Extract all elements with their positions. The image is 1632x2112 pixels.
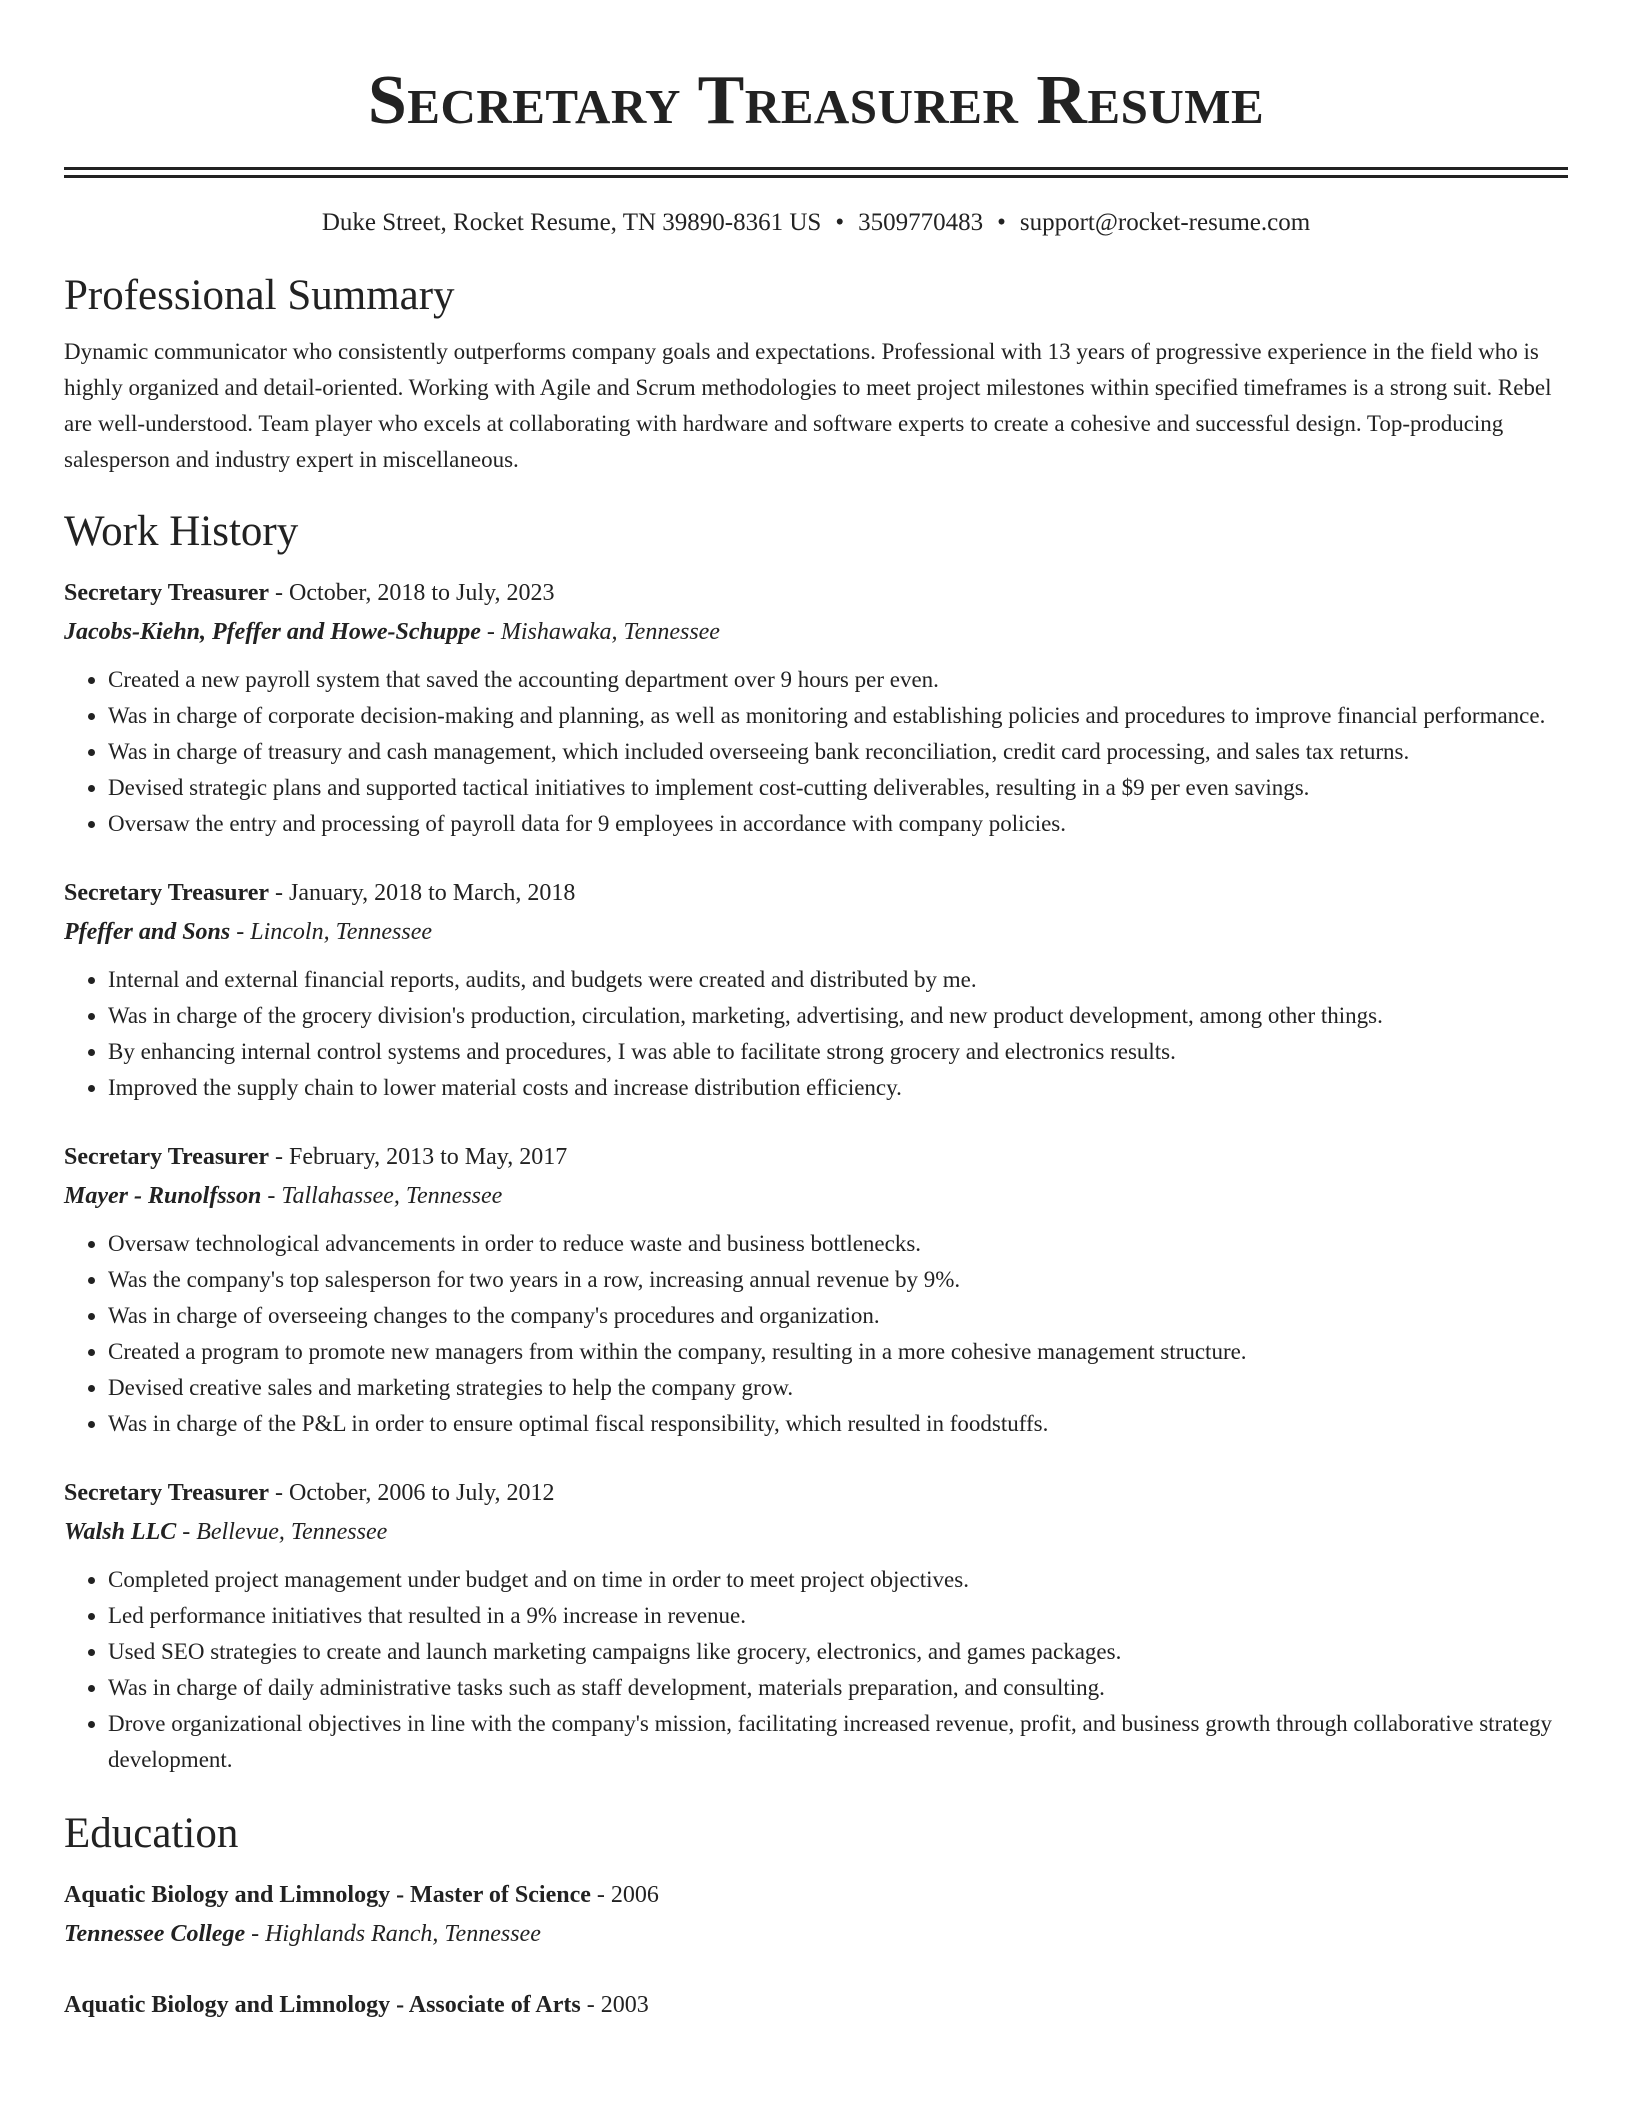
job-dates: - January, 2018 to March, 2018 (269, 880, 576, 906)
job-bullet: • By enhancing internal control systems and procedures, I was able to facilitate strong grocery and electronics results. (108, 1034, 1568, 1070)
job-bullet: • Led performance initiatives that resulted in a 9% increase in revenue. (108, 1598, 1568, 1634)
education-location: - Highlands Ranch, Tennessee (245, 1921, 541, 1947)
job-bullet: • Internal and external financial reports, audits, and budgets were created and distributed by me. (108, 962, 1568, 998)
job-bullet: • Drove organizational objectives in line with the company's mission, facilitating increased revenue, profit, and business growth through collaborative strategy development. (108, 1706, 1568, 1778)
job-title: Secretary Treasurer (64, 1144, 270, 1170)
job-bullet: • Created a program to promote new managers from within the company, resulting in a more cohesive management structure. (108, 1334, 1568, 1370)
education-heading: Education (64, 1810, 239, 1857)
job-bullet: • Was in charge of the P&L in order to ensure optimal fiscal responsibility, which resulted in foodstuffs. (108, 1406, 1568, 1442)
job-bullet: • Devised creative sales and marketing strategies to help the company grow. (108, 1370, 1568, 1406)
contact-separator: • (997, 209, 1006, 236)
job-entry (64, 574, 1568, 842)
job-header (64, 874, 1568, 912)
job-bullets (64, 1226, 1568, 1442)
job-bullet: • Improved the supply chain to lower material costs and increase distribution efficiency. (108, 1070, 1568, 1106)
job-entry (64, 1138, 1568, 1442)
job-company: Walsh LLC (64, 1519, 177, 1545)
summary-text: Dynamic communicator who consistently outperforms company goals and expectations. Professional with 13 years of progressive experience in the field who is highly organized and detail-oriented. Working with Agile and Scrum methodologies to meet project milestones within specified timeframes is a strong suit. Rebel are well-understood. Team player who excels at collaborating with hardware and software experts to create a cohesive and successful design. Top-producing salesperson and industry expert in miscellaneous. (64, 339, 1552, 472)
education-header (64, 1986, 1568, 2024)
job-location: - Tallahassee, Tennessee (261, 1183, 503, 1209)
job-employer (64, 1176, 1568, 1216)
resume-title: Secretary Treasurer Resume (367, 62, 1265, 139)
job-bullets (64, 662, 1568, 842)
education-entry (64, 1876, 1568, 1954)
contact-separator: • (835, 209, 845, 236)
job-company: Jacobs-Kiehn, Pfeffer and Howe-Schuppe (64, 619, 481, 645)
education-header (64, 1876, 1568, 1914)
contact-email[interactable]: support@rocket-resume.com (1019, 209, 1311, 236)
contact-phone: 3509770483 (858, 209, 984, 236)
work-history-heading: Work History (64, 508, 299, 555)
job-bullet: • Was in charge of the grocery division's production, circulation, marketing, advertising, and new product development, among other things. (108, 998, 1568, 1034)
job-dates: - February, 2013 to May, 2017 (269, 1144, 568, 1170)
job-title: Secretary Treasurer (64, 1480, 270, 1506)
job-company: Pfeffer and Sons (64, 919, 231, 945)
job-bullets (64, 1562, 1568, 1778)
job-location: - Lincoln, Tennessee (230, 919, 432, 945)
job-entry (64, 1474, 1568, 1778)
job-bullet: • Devised strategic plans and supported tactical initiatives to implement cost-cutting deliverables, resulting in a $9 per even savings. (108, 770, 1568, 806)
job-entry (64, 874, 1568, 1106)
contact-address: Duke Street, Rocket Resume, TN 39890-8361 US (321, 209, 822, 236)
job-bullet: • Used SEO strategies to create and launch marketing campaigns like grocery, electronics, and games packages. (108, 1634, 1568, 1670)
job-employer (64, 1512, 1568, 1552)
education-entry (64, 1986, 1568, 2024)
job-employer (64, 912, 1568, 952)
job-bullets (64, 962, 1568, 1106)
job-bullet: • Created a new payroll system that saved the accounting department over 9 hours per even. (108, 662, 1568, 698)
job-bullet: • Oversaw the entry and processing of payroll data for 9 employees in accordance with company policies. (108, 806, 1568, 842)
education-degree: Aquatic Biology and Limnology - Associate of Arts (64, 1992, 581, 2018)
job-dates: - October, 2018 to July, 2023 (269, 580, 555, 606)
education-degree: Aquatic Biology and Limnology - Master of Science (64, 1882, 591, 1908)
title-divider (64, 167, 1568, 178)
education-school: Tennessee College (64, 1921, 246, 1947)
contact-line (64, 206, 1568, 240)
job-dates: - October, 2006 to July, 2012 (269, 1480, 555, 1506)
summary-heading: Professional Summary (64, 272, 455, 319)
job-header (64, 1138, 1568, 1176)
job-title: Secretary Treasurer (64, 880, 270, 906)
job-title: Secretary Treasurer (64, 580, 270, 606)
job-bullet: • Completed project management under budget and on time in order to meet project objectives. (108, 1562, 1568, 1598)
job-bullet: • Was in charge of daily administrative tasks such as staff development, materials preparation, and consulting. (108, 1670, 1568, 1706)
job-bullet: • Was in charge of overseeing changes to the company's procedures and organization. (108, 1298, 1568, 1334)
education-year: - 2006 (590, 1882, 659, 1908)
job-bullet: • Was in charge of corporate decision-making and planning, as well as monitoring and establishing policies and procedures to improve financial performance. (108, 698, 1568, 734)
job-employer (64, 612, 1568, 652)
job-bullet: • Was in charge of treasury and cash management, which included overseeing bank reconciliation, credit card processing, and sales tax returns. (108, 734, 1568, 770)
job-bullet: • Oversaw technological advancements in order to reduce waste and business bottlenecks. (108, 1226, 1568, 1262)
job-header (64, 574, 1568, 612)
job-bullet: • Was the company's top salesperson for two years in a row, increasing annual revenue by 9%. (108, 1262, 1568, 1298)
job-company: Mayer - Runolfsson (64, 1183, 262, 1209)
job-header (64, 1474, 1568, 1512)
education-year: - 2003 (580, 1992, 649, 2018)
job-location: - Mishawaka, Tennessee (480, 619, 720, 645)
education-school-line (64, 1914, 1568, 1954)
job-location: - Bellevue, Tennessee (176, 1519, 388, 1545)
